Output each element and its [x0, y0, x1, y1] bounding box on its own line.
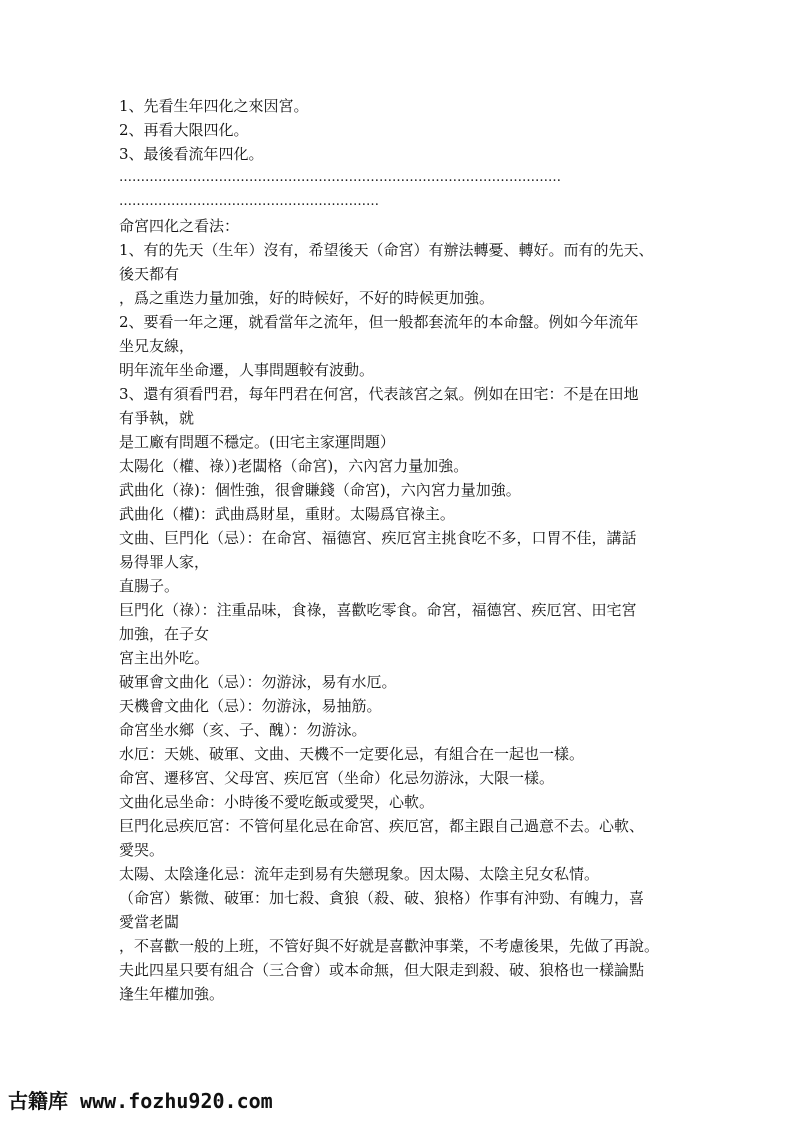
text-line: 後天都有: [119, 265, 180, 283]
text-line: 巨門化忌疾厄宮：不管何星化忌在命宮、疾厄宮，都主跟自己過意不去。心軟、: [119, 817, 645, 835]
text-line: 愛哭。: [119, 841, 165, 859]
text-line: 1、先看生年四化之來因宮。: [119, 97, 309, 115]
text-line: 水厄：天姚、破軍、文曲、天機不一定要化忌，有組合在一起也一樣。: [119, 745, 585, 763]
document-body: [119, 94, 679, 1006]
text-line: 命宮、遷移宮、父母宮、疾厄宮（坐命）化忌勿游泳，大限一樣。: [119, 769, 555, 787]
dotted-separator: ……………………………………………………: [119, 194, 379, 209]
text-line: ，不喜歡一般的上班，不管好與不好就是喜歡沖事業，不考慮後果，先做了再說。: [119, 937, 660, 955]
text-line: 太陽、太陰逢化忌：流年走到易有失戀現象。因太陽、太陰主兒女私情。: [119, 865, 600, 883]
text-line: 天機會文曲化（忌）：勿游泳，易抽筋。: [119, 697, 382, 715]
text-line: 太陽化（權、祿）)老闆格（命宮)，六內宮力量加強。: [119, 457, 469, 475]
text-line: 夫此四星只要有組合（三合會）或本命無，但大限走到殺、破、狼格也一樣論點: [119, 961, 645, 979]
text-line: 逢生年權加強。: [119, 985, 225, 1003]
text-line: 3、還有須看門君，每年門君在何宮，代表該宮之氣。例如在田宅：不是在田地: [119, 385, 639, 403]
text-line: 坐兄友線，: [119, 337, 195, 355]
text-line: 文曲化忌坐命：小時後不愛吃飯或愛哭，心軟。: [119, 793, 435, 811]
text-line: （命宮）紫微、破軍：加七殺、貪狼（殺、破、狼格）作事有沖勁、有魄力，喜: [119, 889, 645, 907]
text-line: 宮主出外吃。: [119, 649, 210, 667]
text-line: 文曲、巨門化（忌）：在命宮、福德宮、疾厄宮主挑食吃不多，口胃不佳，講話: [119, 529, 637, 547]
text-line: 直腸子。: [119, 577, 180, 595]
text-line: 3、最後看流年四化。: [119, 145, 264, 163]
text-line: 破軍會文曲化（忌）：勿游泳，易有水厄。: [119, 673, 397, 691]
text-line: ，爲之重迭力量加強，好的時候好，不好的時候更加強。: [119, 289, 495, 307]
text-line: 2、再看大限四化。: [119, 121, 249, 139]
text-line: 武曲化（祿)：個性強，很會賺錢（命宮)，六內宮力量加強。: [119, 481, 521, 499]
text-line: 是工廠有問題不穩定。(田宅主家運問題）: [119, 433, 395, 451]
text-line: 易得罪人家，: [119, 553, 210, 571]
text-line: 明年流年坐命遷，人事問題較有波動。: [119, 361, 375, 379]
text-line: 巨門化（祿）：注重品味，食祿，喜歡吃零食。命宮，福德宮、疾厄宮、田宅宮: [119, 601, 637, 619]
text-line: 1、有的先天（生年）沒有，希望後天（命宮）有辦法轉憂、轉好。而有的先天、: [119, 241, 654, 259]
dotted-separator: …………………………………………………………………………………………: [119, 170, 561, 185]
text-line: 愛當老闆: [119, 913, 180, 931]
text-line: 2、要看一年之運，就看當年之流年，但一般都套流年的本命盤。例如今年流年: [119, 313, 639, 331]
text-line: 命宮坐水鄉（亥、子、醜）：勿游泳。: [119, 721, 367, 739]
section-heading: 命宮四化之看法：: [119, 217, 240, 235]
text-line: 有爭執，就: [119, 409, 195, 427]
site-watermark: 古籍库 www.fozhu920.com: [8, 1089, 273, 1113]
text-line: 加強，在子女: [119, 625, 210, 643]
text-line: 武曲化（權)：武曲爲財星，重財。太陽爲官祿主。: [119, 505, 455, 523]
